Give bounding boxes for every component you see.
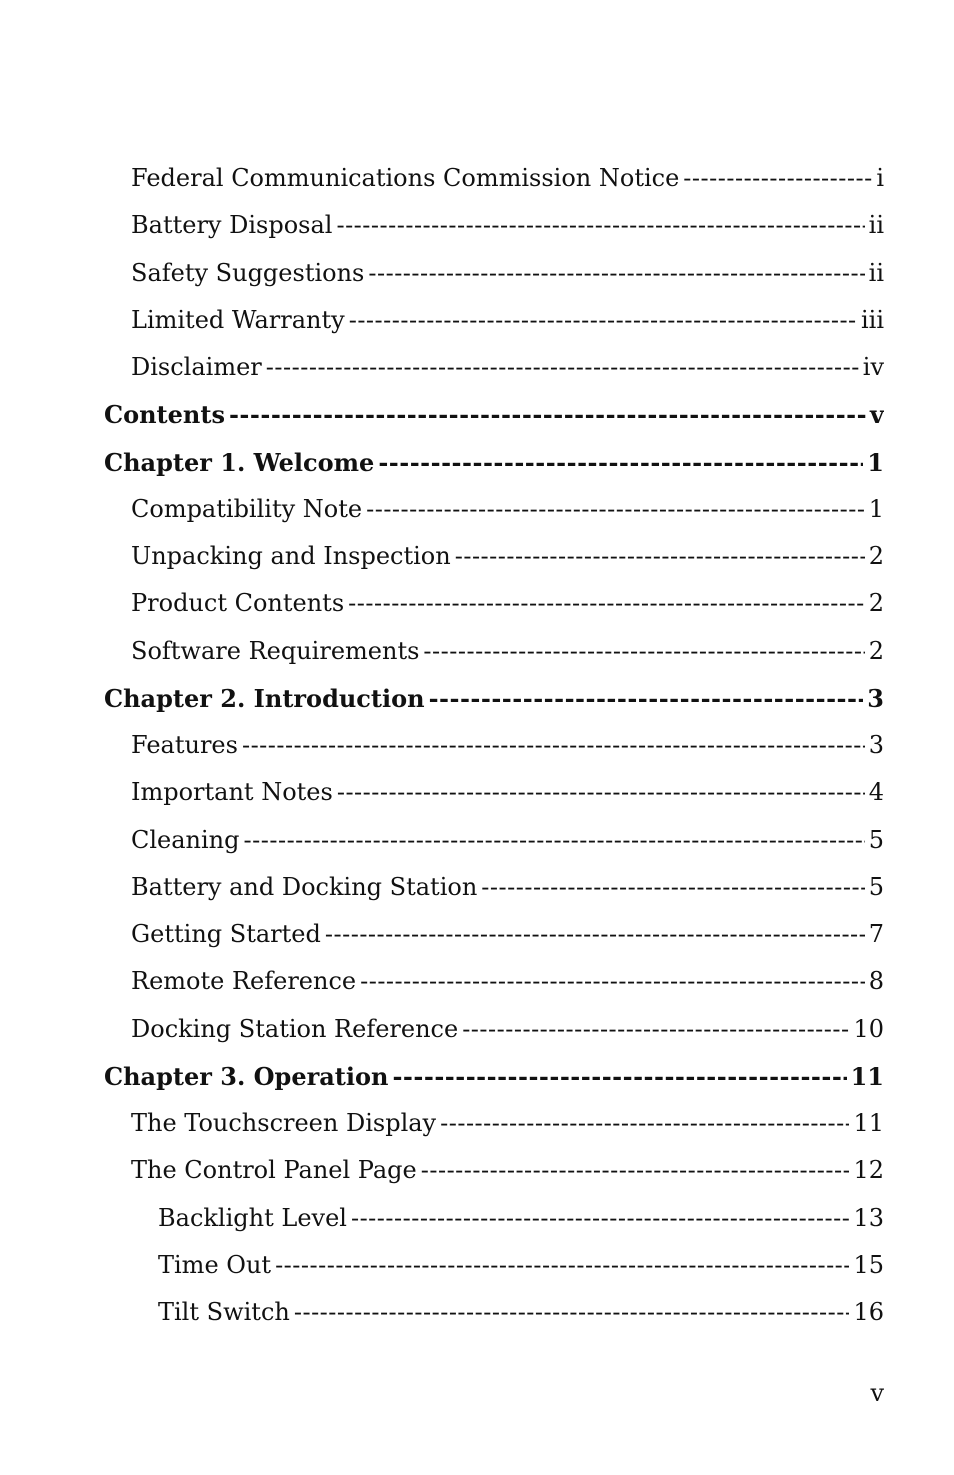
toc-entry-title: Remote Reference bbox=[131, 967, 357, 996]
toc-entry bbox=[104, 628, 884, 675]
toc-entry bbox=[104, 250, 884, 297]
toc-entry bbox=[104, 1006, 884, 1053]
toc-dot-leader bbox=[392, 1053, 846, 1100]
toc-entry-page: 11 bbox=[850, 1061, 884, 1091]
toc-chapter-entry bbox=[104, 391, 884, 438]
table-of-contents bbox=[104, 155, 884, 1336]
toc-chapter-entry bbox=[104, 1053, 884, 1100]
page-number: v bbox=[870, 1379, 884, 1407]
toc-dot-leader bbox=[360, 958, 865, 1005]
toc-dot-leader bbox=[481, 864, 864, 911]
toc-entry-page: v bbox=[870, 400, 884, 430]
toc-entry-title: Battery Disposal bbox=[131, 211, 333, 240]
toc-entry-page: 7 bbox=[868, 920, 884, 948]
toc-entry-page: 10 bbox=[853, 1014, 884, 1043]
toc-entry-page: 2 bbox=[868, 542, 884, 570]
toc-dot-leader bbox=[423, 628, 864, 675]
toc-dot-leader bbox=[229, 391, 866, 438]
toc-entry bbox=[104, 533, 884, 580]
toc-entry-title: Federal Communications Commission Notice bbox=[131, 164, 680, 192]
toc-entry bbox=[104, 155, 884, 202]
toc-entry bbox=[104, 817, 884, 864]
toc-entry-page: 5 bbox=[868, 825, 884, 854]
toc-entry-title: Tilt Switch bbox=[158, 1298, 290, 1326]
toc-entry-page: 1 bbox=[868, 494, 884, 523]
toc-entry-title: Docking Station Reference bbox=[131, 1014, 459, 1043]
toc-dot-leader bbox=[368, 250, 864, 297]
toc-entry-page: 2 bbox=[868, 636, 884, 665]
toc-entry-page: 4 bbox=[868, 778, 884, 807]
toc-chapter-entry bbox=[104, 439, 884, 486]
toc-dot-leader bbox=[325, 911, 865, 958]
toc-entry-page: iv bbox=[862, 353, 884, 381]
toc-entry-page: 3 bbox=[868, 731, 884, 759]
toc-entry bbox=[104, 864, 884, 911]
toc-entry-title: Limited Warranty bbox=[131, 305, 345, 334]
toc-dot-leader bbox=[683, 155, 872, 202]
toc-entry-title: Compatibility Note bbox=[131, 494, 363, 523]
toc-entry-title: Features bbox=[131, 731, 238, 759]
toc-entry-title: Getting Started bbox=[131, 920, 321, 948]
toc-dot-leader bbox=[337, 769, 865, 816]
toc-dot-leader bbox=[349, 297, 857, 344]
toc-dot-leader bbox=[455, 533, 865, 580]
toc-entry-title: The Control Panel Page bbox=[131, 1156, 417, 1185]
toc-entry-title: Unpacking and Inspection bbox=[131, 542, 451, 570]
toc-entry-title: Software Requirements bbox=[131, 636, 420, 665]
toc-dot-leader bbox=[244, 817, 865, 864]
toc-entry-title: Chapter 2. Introduction bbox=[104, 683, 425, 713]
toc-entry-title: The Touchscreen Display bbox=[131, 1109, 437, 1137]
toc-entry bbox=[104, 722, 884, 769]
toc-dot-leader bbox=[462, 1006, 849, 1053]
toc-entry-title: Product Contents bbox=[131, 589, 345, 618]
toc-entry bbox=[104, 1242, 884, 1289]
toc-dot-leader bbox=[378, 439, 863, 486]
toc-dot-leader bbox=[440, 1100, 849, 1147]
toc-dot-leader bbox=[429, 675, 864, 722]
toc-entry bbox=[104, 202, 884, 249]
toc-entry-title: Chapter 3. Operation bbox=[104, 1061, 389, 1091]
toc-entry bbox=[104, 297, 884, 344]
toc-entry-page: 13 bbox=[853, 1203, 884, 1232]
toc-entry-page: iii bbox=[860, 305, 884, 334]
toc-chapter-entry bbox=[104, 675, 884, 722]
toc-dot-leader bbox=[294, 1289, 850, 1336]
toc-entry bbox=[104, 344, 884, 391]
toc-entry-title: Cleaning bbox=[131, 825, 240, 854]
toc-entry-title: Important Notes bbox=[131, 778, 333, 807]
toc-entry bbox=[104, 580, 884, 627]
toc-entry bbox=[104, 486, 884, 533]
toc-entry bbox=[104, 1289, 884, 1336]
toc-dot-leader bbox=[348, 580, 865, 627]
toc-entry-page: 15 bbox=[853, 1250, 884, 1279]
toc-dot-leader bbox=[366, 486, 865, 533]
toc-dot-leader bbox=[275, 1242, 849, 1289]
toc-entry-page: 3 bbox=[867, 683, 884, 713]
toc-entry-page: 8 bbox=[868, 967, 884, 996]
toc-dot-leader bbox=[242, 722, 865, 769]
toc-entry-page: 11 bbox=[853, 1109, 884, 1137]
toc-entry-title: Battery and Docking Station bbox=[131, 872, 478, 901]
toc-dot-leader bbox=[351, 1195, 850, 1242]
toc-entry-page: 1 bbox=[867, 447, 884, 477]
toc-entry-title: Safety Suggestions bbox=[131, 258, 365, 287]
toc-entry-title: Disclaimer bbox=[131, 353, 262, 381]
toc-entry-page: 5 bbox=[868, 872, 884, 901]
toc-entry-page: 2 bbox=[868, 589, 884, 618]
toc-entry bbox=[104, 1100, 884, 1147]
toc-dot-leader bbox=[421, 1147, 850, 1194]
toc-entry-title: Time Out bbox=[158, 1250, 272, 1279]
toc-entry bbox=[104, 958, 884, 1005]
toc-entry-page: 12 bbox=[853, 1156, 884, 1185]
toc-entry-page: 16 bbox=[853, 1298, 884, 1326]
toc-entry-title: Contents bbox=[104, 400, 225, 430]
toc-entry bbox=[104, 1195, 884, 1242]
toc-entry-page: ii bbox=[868, 211, 884, 240]
toc-dot-leader bbox=[336, 202, 864, 249]
toc-entry bbox=[104, 769, 884, 816]
toc-entry-page: ii bbox=[868, 258, 884, 287]
toc-entry-page: i bbox=[876, 164, 884, 192]
toc-entry bbox=[104, 911, 884, 958]
toc-entry-title: Backlight Level bbox=[158, 1203, 347, 1232]
toc-entry bbox=[104, 1147, 884, 1194]
toc-dot-leader bbox=[266, 344, 859, 391]
toc-entry-title: Chapter 1. Welcome bbox=[104, 447, 375, 477]
